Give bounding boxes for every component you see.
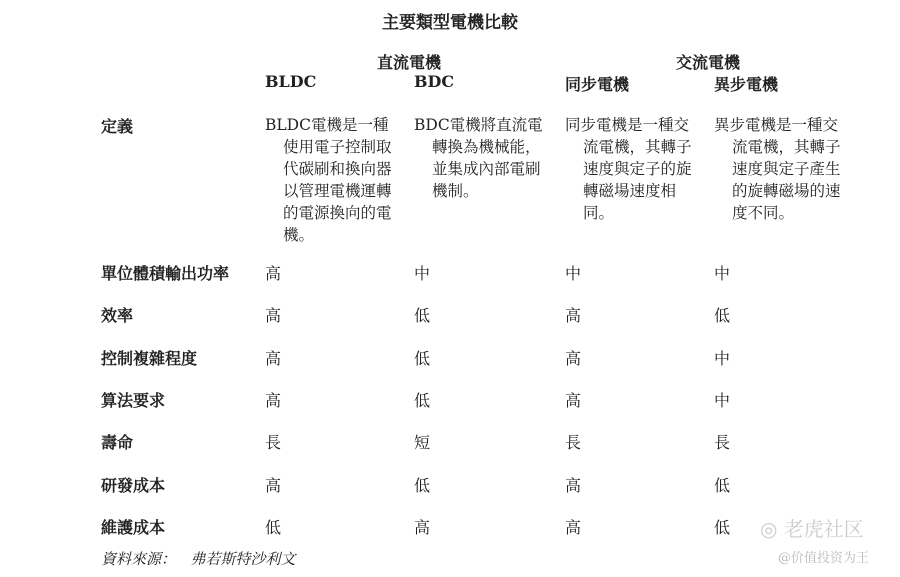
table-cell: 低 (414, 476, 431, 495)
definition-line: 的電源換向的電 (283, 204, 392, 222)
definition-line: 轉換為機械能， (432, 138, 541, 156)
source-label: 資料來源： (101, 550, 177, 568)
table-cell: 低 (414, 391, 431, 410)
definition-line: 轉磁場速度相 (583, 182, 677, 200)
definition-cell (714, 114, 841, 224)
definition-cell (265, 114, 392, 246)
definition-line: 代碳刷和換向器 (283, 160, 392, 178)
table-cell: 高 (265, 391, 282, 410)
definition-line: 流電機，其轉子 (583, 138, 692, 156)
source-note (101, 548, 295, 569)
table-cell: 低 (714, 518, 731, 537)
row-label: 效率 (101, 306, 134, 325)
table-cell: 長 (265, 433, 282, 452)
watermark-brand: 老虎社区 (783, 517, 864, 541)
definition-line: 以管理電機運轉 (283, 182, 392, 200)
table-cell: 長 (714, 433, 731, 452)
table-cell: 高 (265, 264, 282, 283)
table-cell: 低 (714, 476, 731, 495)
definition-line: 速度與定子的旋 (583, 160, 692, 178)
watermark-handle: @价值投资为王 (778, 551, 870, 566)
table-cell: 長 (565, 433, 582, 452)
column-header-bdc: BDC (414, 72, 455, 91)
row-label: 壽命 (101, 433, 134, 452)
table-cell: 低 (265, 518, 282, 537)
definition-line: 使用電子控制取 (283, 138, 392, 156)
table-cell: 高 (265, 476, 282, 495)
table-cell: 中 (714, 264, 731, 283)
group-header-dc: 直流電機 (377, 53, 442, 72)
table-title: 主要類型電機比較 (382, 13, 518, 33)
table-cell: 高 (265, 349, 282, 368)
definition-line: 的旋轉磁場的速 (732, 182, 841, 200)
table-cell: 高 (565, 306, 582, 325)
definition-line: 同。 (583, 204, 615, 222)
table-cell: 高 (565, 349, 582, 368)
row-label: 控制複雜程度 (101, 349, 198, 368)
definition-cell (414, 114, 543, 202)
source-value: 弗若斯特沙利文 (190, 550, 296, 568)
row-label: 維護成本 (101, 518, 166, 537)
table-cell: 中 (565, 264, 582, 283)
column-header-sync: 同步電機 (565, 75, 630, 94)
definition-line: BDC電機將直流電 (414, 116, 543, 134)
definition-line: BLDC電機是一種 (265, 116, 389, 134)
definition-line: 速度與定子產生 (732, 160, 841, 178)
table-cell: 低 (414, 349, 431, 368)
table-cell: 高 (414, 518, 431, 537)
column-header-bldc: BLDC (265, 72, 317, 91)
definition-line: 異步電機是一種交 (714, 116, 839, 134)
column-header-async: 異步電機 (714, 75, 779, 94)
row-label: 單位體積輸出功率 (101, 264, 230, 283)
row-label-definition: 定義 (101, 117, 134, 136)
table-cell: 高 (565, 391, 582, 410)
definition-cell (565, 114, 692, 224)
definition-line: 機。 (283, 226, 315, 244)
definition-line: 機制。 (432, 182, 479, 200)
table-cell: 中 (414, 264, 431, 283)
table-cell: 短 (414, 433, 431, 452)
definition-line: 度不同。 (732, 204, 795, 222)
table-cell: 高 (565, 518, 582, 537)
table-cell: 高 (265, 306, 282, 325)
table-cell: 高 (565, 476, 582, 495)
definition-line: 並集成內部電刷 (432, 160, 541, 178)
table-cell: 低 (714, 306, 731, 325)
table-cell: 低 (414, 306, 431, 325)
watermark-logo (760, 513, 864, 542)
group-header-ac: 交流電機 (676, 53, 741, 72)
definition-line: 流電機，其轉子 (732, 138, 841, 156)
definition-line: 同步電機是一種交 (565, 116, 690, 134)
table-cell: 中 (714, 391, 731, 410)
table-cell: 中 (714, 349, 731, 368)
watermark-icon: ◎ (760, 517, 778, 541)
row-label: 算法要求 (101, 391, 166, 410)
row-label: 研發成本 (101, 476, 166, 495)
